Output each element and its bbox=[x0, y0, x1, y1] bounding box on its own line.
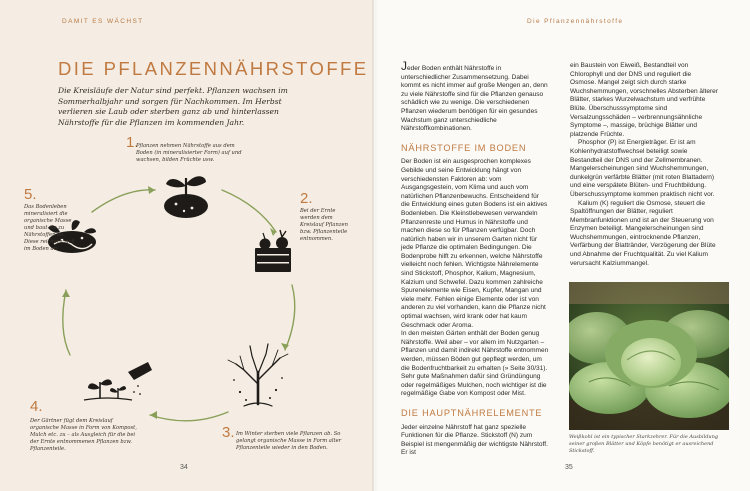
paragraph: In den meisten Gärten enthält der Boden genug Nährstoffe. Weil aber – vor allem im Nutzgarten – Pflanzen und damit indirekt Nährstoffe entnommen werden, müssen Böden gut gepflegt werden, um die Bodenfruchtbarkeit zu erhalten (» Seite 30/31). Sehr gute Maßnahmen dafür sind Gründüngung oder regelmäßiges Mulchen, noch wichtiger ist die regelmäßige Gabe von Kompost oder Mist. bbox=[401, 330, 549, 398]
running-header-left: DAMIT ES WÄCHST bbox=[62, 18, 144, 25]
step-number-1: 1. bbox=[126, 134, 139, 151]
step-number-4: 4. bbox=[30, 398, 43, 415]
step-text-1: Pflanzen nehmen Nährstoffe aus dem Boden (in mineralisierter Form) auf und wachsen, bilden Früchte usw. bbox=[136, 143, 242, 163]
seedling-soil-icon bbox=[164, 176, 208, 218]
paragraph: Jeder Boden enthält Nährstoffe in unterschiedlicher Zusammensetzung. Dabei kommt es nicht immer auf große Mengen an, denn zu viele Nährstoffe sind für die Pflanzen genauso schädlich wie zu wenige. Die verschiedenen Pflanzen wiederum benötigen für ein gesundes Wachstum ganz unterschiedliche Nährstoffkombinationen. bbox=[401, 59, 548, 133]
cycle-arrow-3-4 bbox=[150, 412, 228, 421]
photo-caption: Weißkohl ist ein typischer Starkzehrer. Für die Ausbildung seiner großen Blätter und Köpfe benötigt er ausreichend Stickstoff. bbox=[569, 434, 719, 454]
cycle-arrow-2-3 bbox=[285, 285, 295, 350]
step-text-2: Bei der Ernte werden dem Kreislauf Pflanzen bzw. Pflanzenteile entnommen. bbox=[300, 208, 348, 242]
text-column-1 bbox=[401, 59, 549, 458]
paragraph: Der Boden ist ein ausgesprochen komplexes Gebilde und seine Entwicklung hängt von verschiedensten Faktoren ab: vom Ausgangsgestein, vom Klima und auch vom natürlichen Pflanzenbewuchs. Entscheidend für die Entwicklung eines guten Bodens ist ein aktives Bodenleben. Die Kleinstlebewesen verwandeln Pflanzenreste und Humus in Nährstoffe und machen diese so für Pflanzen verfügbar. Doch natürlich haben wir in unserem Garten nicht für jede Pflanze die optimalen Bedingungen. Die Bodenprobe hilft zu erkennen, welche Nährstoffe vielleicht noch fehlen. Wichtigste Nährelemente sind Stickstoff, Phosphor, Kalium, Magnesium, Kalzium und Schwefel. Dazu kommen zahlreiche Spurenelemente wie Eisen, Kupfer, Mangan und viele mehr. Fehlen einige Elemente oder ist von anderen zu viel vorhanden, kann die Pflanze nicht optimal wachsen, wird krank oder hat kaum Geschmack oder Aroma. bbox=[401, 158, 548, 329]
paragraph: ein Baustein von Eiweiß, Bestandteil von Chlorophyll und der DNS und reguliert die Osmose. Mangel zeigt sich durch starke Wuchshemmungen, vorschnelles Absterben älterer Blätter, starkes Wurzelwachstum und verfrühte Blüte. Überschusssymptome sind Versalzungsschäden – verbrennungsähnliche Symptome –, massige, brüchige Blätter und platzende Früchte. bbox=[570, 62, 718, 138]
cycle-arrow-5-1 bbox=[92, 190, 155, 212]
cycle-arrow-4-5 bbox=[63, 290, 70, 355]
heading-naehrstoffe-im-boden: NÄHRSTOFFE IM BODEN bbox=[401, 142, 527, 153]
cabbage-photo bbox=[569, 282, 729, 430]
harvest-crate-icon bbox=[255, 230, 291, 272]
arrowhead-icon bbox=[270, 228, 276, 236]
arrowhead-icon bbox=[62, 290, 70, 297]
text-column-2 bbox=[570, 62, 718, 268]
step-text-3: Im Winter sterben viele Pflanzen ab. So gelangt organische Masse in Form alter Pflanzenteile wieder in den Boden. bbox=[236, 431, 342, 451]
cycle-arrow-1-2 bbox=[222, 190, 276, 232]
page-title: DIE PFLANZENNÄHRSTOFFE bbox=[58, 58, 369, 79]
step-text-5: Das Bodenleben mineralisiert die organische Masse und baut sie zu Nährstoffen ab. Diese reichern sich im Boden an. bbox=[24, 204, 75, 252]
compost-planting-icon bbox=[84, 362, 152, 400]
step-text-4: Der Gärtner fügt dem Kreislauf organische Masse in Form von Kompost, Mulch etc. zu – als Ausgleich für die bei der Ernte entnommenen Pflanzen bzw. Pflanzenteile. bbox=[30, 418, 137, 452]
step-number-5: 5. bbox=[24, 186, 37, 203]
page-number-right: 35 bbox=[565, 464, 573, 471]
paragraph: Jeder einzelne Nährstoff hat ganz spezielle Funktionen für die Pflanze. Stickstoff (N) zum Beispiel ist mengenmäßig der wichtigste Nährstoff. Er ist bbox=[401, 423, 548, 457]
heading-hauptnaehrelemente: DIE HAUPTNÄHRELEMENTE bbox=[401, 407, 543, 418]
intro-text: Die Kreisläufe der Natur sind perfekt. Pflanzen wachsen im Sommerhalbjahr und sorgen für Nachkommen. Im Herbst verlieren sie Laub oder sterben ganz ab und hinterlassen Nährstoffe für die Pflanzen im kommenden Jahr. bbox=[58, 86, 288, 127]
arrowhead-icon bbox=[150, 411, 157, 419]
step-number-2: 2. bbox=[300, 190, 313, 207]
paragraph: Phosphor (P) ist Energieträger. Er ist am Kohlenhydratstoffwechsel beteiligt sowie Bestandteil der DNS und der Zellmembranen. Mangelerscheinungen sind Wuchshemmungen, dunkelgrün verfärbte Blätter (mit roten Blattadern) und eine verspätete Blüten- und Fruchtbildung. Überschussymptome kommen praktisch nicht vor. bbox=[570, 139, 715, 198]
bare-tree-icon bbox=[228, 344, 288, 406]
page-number-left: 34 bbox=[180, 464, 188, 471]
arrowhead-icon bbox=[148, 186, 155, 194]
paragraph: Kalium (K) reguliert die Osmose, steuert die Spaltöffnungen der Blätter, reguliert Membranfunktionen und ist an der Steuerung von Enzymen beteiligt. Mangelerscheinungen sind Wuchshemmungen, eintrocknende Pflanzen, Verfärbung der Blattränder, Verzögerung der Blüte und Abnahme der Fruchtqualität. Zu viel Kalium verursacht Kalziummangel. bbox=[570, 199, 716, 267]
step-number-3: 3. bbox=[222, 424, 235, 441]
running-header-right: Die Pflanzennährstoffe bbox=[527, 18, 624, 25]
